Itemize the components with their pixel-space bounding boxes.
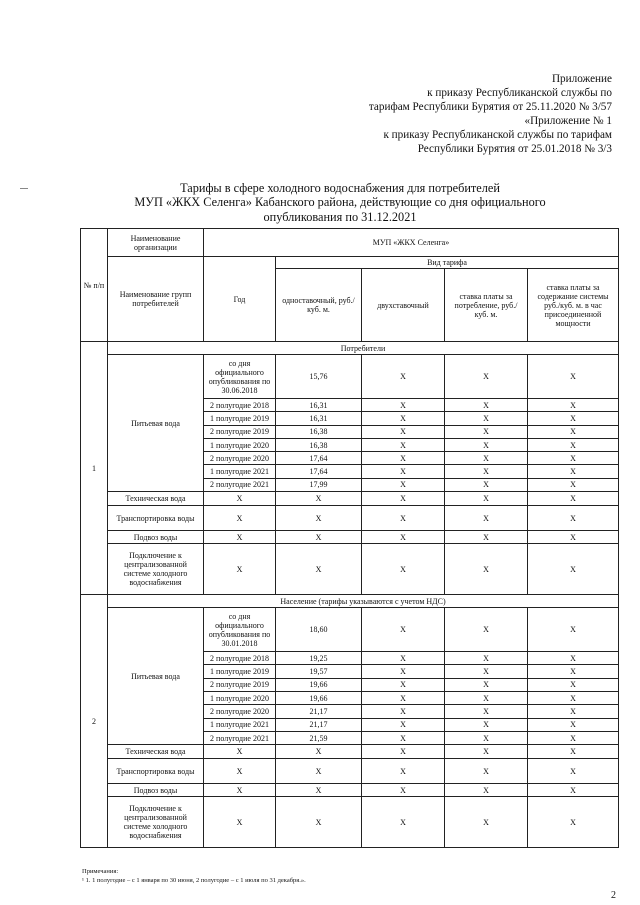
tariff-value: X bbox=[362, 425, 445, 438]
tariff-value: X bbox=[528, 678, 619, 691]
tariff-value: X bbox=[362, 506, 445, 531]
header-cell-year: Год bbox=[204, 257, 276, 342]
period-cell: 1 полугодие 2021 bbox=[204, 718, 276, 731]
header-line: Республики Бурятия от 25.01.2018 № 3/3 bbox=[417, 143, 612, 155]
tariff-value: X bbox=[204, 797, 276, 848]
tariff-value: X bbox=[445, 544, 528, 595]
table-row bbox=[81, 506, 619, 531]
tariff-value: X bbox=[362, 652, 445, 665]
table-row bbox=[81, 544, 619, 595]
period-cell: 1 полугодие 2020 bbox=[204, 691, 276, 704]
header-cell-tariff-col: ставка платы за содержание системы руб./куб. м. в час присоединенной мощности bbox=[528, 269, 619, 342]
header-cell-tariff-col: двухставочный bbox=[362, 269, 445, 342]
tariff-value: X bbox=[204, 784, 276, 797]
tariff-value: X bbox=[528, 608, 619, 652]
tariff-value: X bbox=[528, 506, 619, 531]
notes-text: ¹ 1. 1 полугодие – с 1 января по 30 июня, 2 полугодие – с 1 июля по 31 декабря.». bbox=[82, 877, 306, 884]
group-name: Подвоз воды bbox=[108, 784, 204, 797]
tariff-value: X bbox=[445, 797, 528, 848]
table-row bbox=[81, 492, 619, 506]
tariff-value: X bbox=[276, 745, 362, 759]
tariff-value: X bbox=[445, 465, 528, 478]
tariff-value: X bbox=[276, 759, 362, 784]
period-cell: 1 полугодие 2019 bbox=[204, 412, 276, 425]
tariff-table bbox=[80, 228, 619, 848]
tariff-value: 19,66 bbox=[276, 691, 362, 704]
tariff-value: 15,76 bbox=[276, 355, 362, 399]
tariff-value: X bbox=[528, 355, 619, 399]
notes-label: Примечания: bbox=[82, 868, 119, 875]
period-cell: 2 полугодие 2018 bbox=[204, 652, 276, 665]
tariff-value: X bbox=[445, 705, 528, 718]
tariff-value: X bbox=[362, 452, 445, 465]
header-line: Приложение bbox=[551, 73, 612, 85]
header-cell-org-label: Наименование организации bbox=[108, 229, 204, 257]
tariff-value: X bbox=[445, 355, 528, 399]
tariff-value: X bbox=[528, 731, 619, 744]
tariff-value: X bbox=[362, 531, 445, 544]
tariff-value: X bbox=[362, 399, 445, 412]
tariff-value: X bbox=[445, 691, 528, 704]
tariff-value: X bbox=[445, 665, 528, 678]
table-row bbox=[81, 784, 619, 797]
period-cell: со дня официального опубликования по 30.06.2018 bbox=[204, 355, 276, 399]
tariff-value: X bbox=[204, 544, 276, 595]
tariff-value: X bbox=[528, 465, 619, 478]
tariff-value: X bbox=[276, 492, 362, 506]
tariff-value: X bbox=[445, 506, 528, 531]
tariff-value: X bbox=[362, 544, 445, 595]
header-cell-tariff-col: одноставочный, руб./ куб. м. bbox=[276, 269, 362, 342]
tariff-value: X bbox=[276, 797, 362, 848]
tariff-value: 18,60 bbox=[276, 608, 362, 652]
tariff-value: X bbox=[362, 705, 445, 718]
tariff-value: X bbox=[445, 478, 528, 491]
header-cell-tariff-col: ставка платы за потребление, руб./ куб. м. bbox=[445, 269, 528, 342]
tariff-value: X bbox=[445, 399, 528, 412]
group-name: Транспортировка воды bbox=[108, 506, 204, 531]
title-line: Тарифы в сфере холодного водоснабжения для потребителей bbox=[180, 181, 500, 195]
period-cell: 2 полугодие 2021 bbox=[204, 478, 276, 491]
tariff-value: X bbox=[528, 784, 619, 797]
tariff-value: 21,59 bbox=[276, 731, 362, 744]
header-line: к приказу Республиканской службы по тарифам bbox=[383, 129, 612, 141]
tariff-value: X bbox=[528, 399, 619, 412]
tariff-value: X bbox=[445, 759, 528, 784]
tariff-value: X bbox=[276, 544, 362, 595]
table-row bbox=[81, 531, 619, 544]
tariff-value: X bbox=[362, 745, 445, 759]
tariff-value: X bbox=[204, 745, 276, 759]
group-name: Подключение к централизованной системе холодного водоснабжения bbox=[108, 797, 204, 848]
tariff-value: X bbox=[445, 425, 528, 438]
section-title: Потребители bbox=[108, 342, 619, 355]
tariff-value: X bbox=[204, 492, 276, 506]
header-cell-groups: Наименование групп потребителей bbox=[108, 257, 204, 342]
group-name: Техническая вода bbox=[108, 745, 204, 759]
section-number: 1 bbox=[81, 342, 108, 595]
tariff-value: X bbox=[362, 438, 445, 451]
tariff-value: 19,66 bbox=[276, 678, 362, 691]
tariff-value: X bbox=[362, 665, 445, 678]
title-line: МУП «ЖКХ Селенга» Кабанского района, действующие со дня официального bbox=[134, 195, 546, 210]
table-row bbox=[81, 745, 619, 759]
tariff-value: X bbox=[362, 691, 445, 704]
document-title bbox=[90, 181, 590, 224]
tariff-value: X bbox=[362, 784, 445, 797]
tariff-value: X bbox=[445, 452, 528, 465]
tariff-value: X bbox=[362, 492, 445, 506]
tariff-value: X bbox=[362, 355, 445, 399]
tariff-value: X bbox=[445, 718, 528, 731]
tariff-value: X bbox=[276, 784, 362, 797]
group-name: Питьевая вода bbox=[108, 608, 204, 745]
tariff-value: X bbox=[445, 412, 528, 425]
period-cell: 2 полугодие 2020 bbox=[204, 452, 276, 465]
tariff-value: X bbox=[204, 531, 276, 544]
tariff-value: X bbox=[276, 531, 362, 544]
tariff-value: X bbox=[528, 438, 619, 451]
header-cell-tariff-type: Вид тарифа bbox=[276, 257, 619, 269]
period-cell: 1 полугодие 2020 bbox=[204, 438, 276, 451]
tariff-value: X bbox=[528, 492, 619, 506]
tariff-value: X bbox=[528, 531, 619, 544]
tariff-value: 16,31 bbox=[276, 412, 362, 425]
tariff-value: X bbox=[445, 608, 528, 652]
tariff-value: X bbox=[528, 705, 619, 718]
group-name: Техническая вода bbox=[108, 492, 204, 506]
header-line: «Приложение № 1 bbox=[524, 115, 612, 127]
tariff-value: X bbox=[362, 759, 445, 784]
margin-mark bbox=[20, 188, 28, 189]
appendix-header bbox=[369, 72, 612, 156]
section-number: 2 bbox=[81, 595, 108, 848]
tariff-value: X bbox=[362, 718, 445, 731]
group-name: Транспортировка воды bbox=[108, 759, 204, 784]
tariff-value: X bbox=[528, 452, 619, 465]
table-row bbox=[81, 355, 619, 399]
tariff-value: X bbox=[528, 691, 619, 704]
tariff-value: X bbox=[204, 506, 276, 531]
tariff-value: X bbox=[528, 652, 619, 665]
title-line: опубликования по 31.12.2021 bbox=[263, 209, 417, 224]
period-cell: 2 полугодие 2019 bbox=[204, 425, 276, 438]
notes bbox=[82, 867, 306, 885]
tariff-value: X bbox=[362, 678, 445, 691]
tariff-value: 17,64 bbox=[276, 452, 362, 465]
tariff-value: X bbox=[528, 544, 619, 595]
tariff-value: X bbox=[362, 731, 445, 744]
tariff-value: X bbox=[528, 412, 619, 425]
period-cell: 2 полугодие 2021 bbox=[204, 731, 276, 744]
period-cell: 2 полугодие 2020 bbox=[204, 705, 276, 718]
period-cell: 2 полугодие 2018 bbox=[204, 399, 276, 412]
tariff-value: X bbox=[445, 745, 528, 759]
tariff-value: X bbox=[362, 797, 445, 848]
table-row bbox=[81, 608, 619, 652]
tariff-value: X bbox=[204, 759, 276, 784]
tariff-value: 19,57 bbox=[276, 665, 362, 678]
table-row bbox=[81, 797, 619, 848]
header-cell-num: № п/п bbox=[81, 229, 108, 342]
group-name: Подключение к централизованной системе холодного водоснабжения bbox=[108, 544, 204, 595]
tariff-value: X bbox=[445, 531, 528, 544]
period-cell: 1 полугодие 2019 bbox=[204, 665, 276, 678]
header-cell-org-name: МУП «ЖКХ Селенга» bbox=[204, 229, 619, 257]
group-name: Подвоз воды bbox=[108, 531, 204, 544]
section-title-row bbox=[81, 595, 619, 608]
header-line: к приказу Республиканской службы по bbox=[427, 87, 612, 99]
tariff-value: X bbox=[445, 652, 528, 665]
tariff-value: 19,25 bbox=[276, 652, 362, 665]
period-cell: со дня официального опубликования по 30.01.2018 bbox=[204, 608, 276, 652]
table-row bbox=[81, 759, 619, 784]
tariff-value: 17,99 bbox=[276, 478, 362, 491]
tariff-value: X bbox=[528, 665, 619, 678]
tariff-value: X bbox=[445, 438, 528, 451]
tariff-value: 16,38 bbox=[276, 425, 362, 438]
period-cell: 1 полугодие 2021 bbox=[204, 465, 276, 478]
tariff-value: 21,17 bbox=[276, 705, 362, 718]
tariff-value: 17,64 bbox=[276, 465, 362, 478]
tariff-value: X bbox=[445, 731, 528, 744]
header-line: тарифам Республики Бурятия от 25.11.2020 № 3/57 bbox=[368, 101, 612, 113]
tariff-value: X bbox=[445, 492, 528, 506]
tariff-value: X bbox=[362, 412, 445, 425]
tariff-value: 16,38 bbox=[276, 438, 362, 451]
tariff-value: X bbox=[528, 478, 619, 491]
section-title: Население (тарифы указываются с учетом НДС) bbox=[108, 595, 619, 608]
tariff-value: X bbox=[445, 678, 528, 691]
tariff-value: X bbox=[362, 465, 445, 478]
group-name: Питьевая вода bbox=[108, 355, 204, 492]
tariff-value: X bbox=[528, 759, 619, 784]
tariff-value: X bbox=[362, 608, 445, 652]
page-number: 2 bbox=[611, 890, 616, 901]
period-cell: 2 полугодие 2019 bbox=[204, 678, 276, 691]
tariff-value: X bbox=[528, 745, 619, 759]
tariff-value: 21,17 bbox=[276, 718, 362, 731]
tariff-value: X bbox=[528, 425, 619, 438]
tariff-value: X bbox=[362, 478, 445, 491]
tariff-value: X bbox=[445, 784, 528, 797]
tariff-value: X bbox=[528, 718, 619, 731]
tariff-value: X bbox=[528, 797, 619, 848]
tariff-value: 16,31 bbox=[276, 399, 362, 412]
section-title-row bbox=[81, 342, 619, 355]
tariff-value: X bbox=[276, 506, 362, 531]
